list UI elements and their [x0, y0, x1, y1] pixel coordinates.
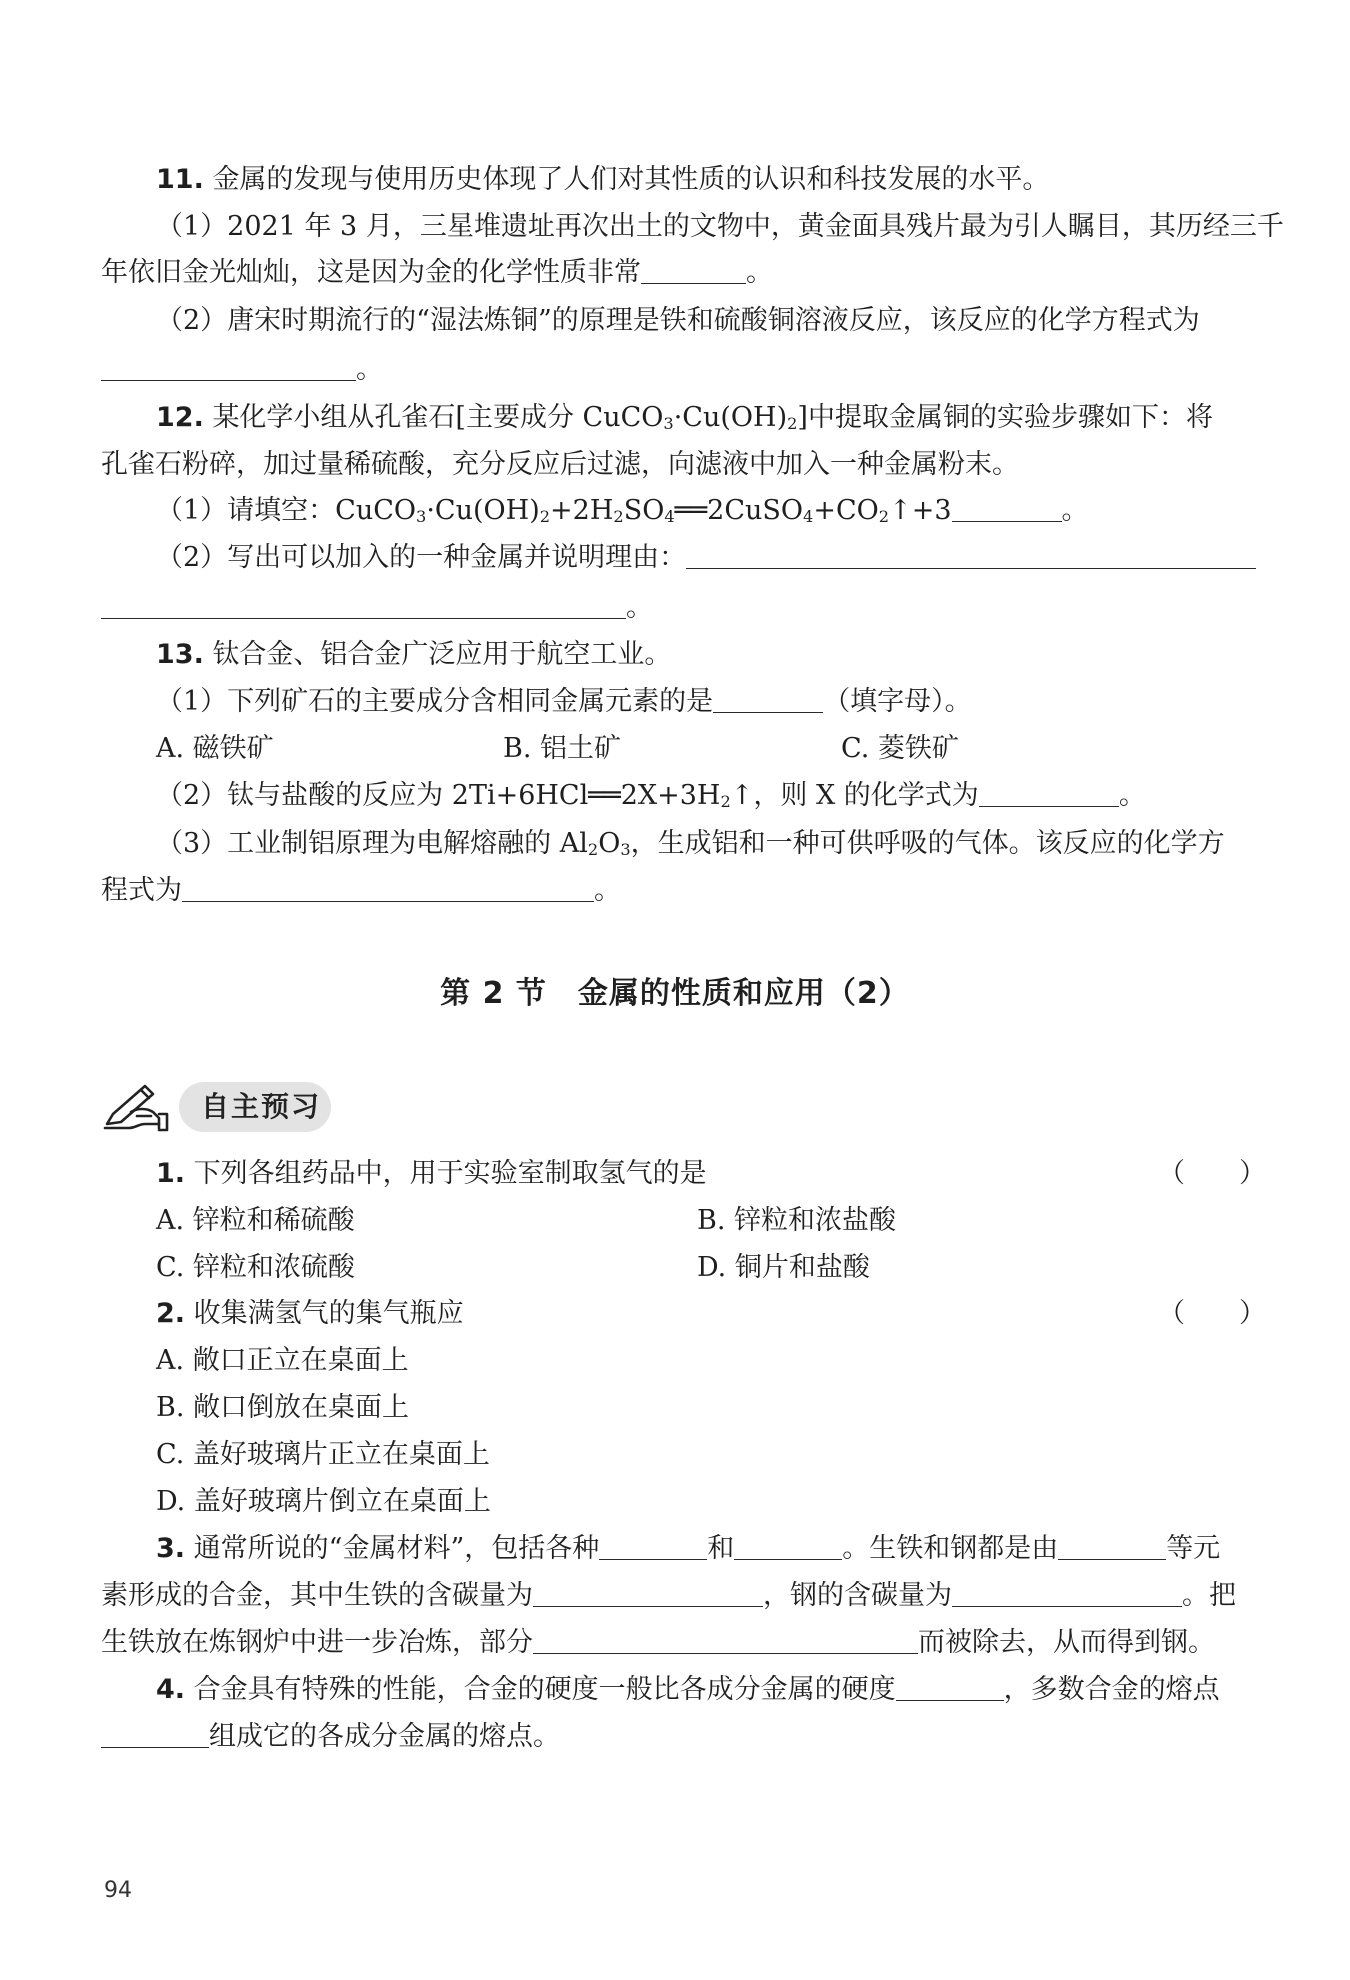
answer-blank[interactable]: [952, 1580, 1182, 1607]
answer-blank[interactable]: [952, 495, 1062, 522]
answer-blank[interactable]: [641, 257, 746, 284]
preview-q3-text-d: 等元: [1166, 1533, 1221, 1564]
preview-q2-stem: [156, 1296, 1241, 1332]
preview-q3-text-a: 通常所说的“金属材料”，包括各种: [193, 1533, 600, 1564]
q12-eq-b: ·Cu(OH): [426, 495, 540, 526]
answer-blank[interactable]: [1058, 1533, 1166, 1560]
answer-blank[interactable]: [101, 1721, 209, 1748]
q11-stem-text: 金属的发现与使用历史体现了人们对其性质的认识和科技发展的水平。: [212, 164, 1050, 195]
badge-label: 自主预习: [201, 1090, 322, 1123]
preview-q3-text-i: 而被除去，从而得到钢。: [918, 1627, 1215, 1658]
answer-bracket[interactable]: （ ）: [1158, 1298, 1266, 1329]
q13-stem: [156, 637, 1241, 673]
q12-part2: [156, 540, 1241, 576]
q12-part2-text: （2）写出可以加入的一种金属并说明理由：: [156, 542, 687, 573]
q12-eq-f: +CO: [813, 495, 879, 526]
preview-q3-text-e: 素形成的合金，其中生铁的含碳量为: [101, 1580, 533, 1611]
preview-q3-text-h: 生铁放在炼钢炉中进一步冶炼，部分: [101, 1627, 533, 1658]
answer-bracket[interactable]: （ ）: [1158, 1158, 1266, 1189]
period: 。: [594, 875, 621, 906]
q13-part1-text: （1）下列矿石的主要成分含相同金属元素的是: [156, 686, 714, 717]
preview-q3-text-b: 和: [707, 1533, 735, 1564]
q13-stem-text: 钛合金、铝合金广泛应用于航空工业。: [212, 639, 672, 670]
writing-hand-icon: [101, 1078, 171, 1136]
q13-option-a[interactable]: A. 磁铁矿: [156, 733, 274, 764]
preview-q4-line2: [101, 1719, 1241, 1755]
q13-part3-c: ，生成铝和一种可供呼吸的气体。该反应的化学方: [630, 828, 1225, 859]
preview-q2-stem-text: 收集满氢气的集气瓶应: [193, 1298, 464, 1329]
answer-blank[interactable]: [896, 1674, 1004, 1701]
q12-eq-a: （1）请填空：CuCO: [156, 495, 417, 526]
q12-stem-line1: 12. 某化学小组从孔雀石[主要成分 $CuCO_3\cdot Cu(OH)_2$]中提取金属铜的实验步骤如下：将: [156, 402, 1213, 433]
q12-number: 12.: [156, 402, 204, 433]
page-number: 94: [104, 1878, 132, 1903]
q12-eq-e: ══2CuSO: [674, 495, 804, 526]
q13-part3-line2: [101, 873, 1241, 909]
answer-blank[interactable]: [101, 354, 356, 381]
q12-eq-g: ↑+3: [889, 495, 952, 526]
q13-part3-a: （3）工业制铝原理为电解熔融的 Al: [156, 828, 588, 859]
q11-part2-line2: [101, 352, 1241, 388]
preview-q1-option-b[interactable]: B. 锌粒和浓盐酸: [697, 1205, 897, 1236]
q13-option-c[interactable]: C. 菱铁矿: [841, 733, 959, 764]
q11-number: 11.: [156, 164, 204, 195]
answer-blank[interactable]: [533, 1580, 763, 1607]
preview-q4-text-b: ，多数合金的熔点: [1003, 1674, 1220, 1705]
q13-part1: [156, 684, 1241, 720]
preview-q1-option-a[interactable]: A. 锌粒和稀硫酸: [156, 1205, 355, 1236]
preview-q4-number: 4.: [156, 1674, 186, 1705]
section-title: 第 2 节 金属的性质和应用（2）: [440, 976, 910, 1011]
q11-stem: [156, 162, 1241, 198]
preview-q3-text-c: 。生铁和钢都是由: [842, 1533, 1059, 1564]
period: 。: [626, 592, 653, 623]
preview-q2-number: 2.: [156, 1298, 186, 1329]
q13-part2-a: （2）钛与盐酸的反应为 2Ti+6HCl══2X+3H: [156, 780, 721, 811]
period: 。: [1061, 495, 1089, 526]
q11-part2-line1: （2）唐宋时期流行的“湿法炼铜”的原理是铁和硫酸铜溶液反应，该反应的化学方程式为: [156, 305, 1200, 336]
q11-part1-text: 年依旧金光灿灿，这是因为金的化学性质非常: [101, 257, 641, 288]
q13-part2: （2）钛与盐酸的反应为 $2Ti+6HCl══2X+3H_2↑$，则 X 的化学式为 。: [156, 780, 1146, 811]
preview-q2-option-d[interactable]: D. 盖好玻璃片倒立在桌面上: [156, 1486, 491, 1517]
preview-q3-number: 3.: [156, 1533, 186, 1564]
answer-blank[interactable]: [101, 592, 626, 619]
q13-part2-b: ↑，则 X 的化学式为: [730, 780, 979, 811]
preview-q2-option-c[interactable]: C. 盖好玻璃片正立在桌面上: [156, 1439, 490, 1470]
q12-stem-b: ·Cu(OH): [673, 402, 788, 433]
answer-blank[interactable]: [979, 780, 1119, 807]
preview-q1-option-c[interactable]: C. 锌粒和浓硫酸: [156, 1252, 355, 1283]
q12-stem-line2: 孔雀石粉碎，加过量稀硫酸，充分反应后过滤，向滤液中加入一种金属粉末。: [101, 449, 1019, 480]
q12-eq-c: +2H: [550, 495, 614, 526]
q11-part1-line1: （1）2021 年 3 月，三星堆遗址再次出土的文物中，黄金面具残片最为引人瞩目，其历经三千: [156, 211, 1284, 242]
preview-q3-text-g: 。把: [1182, 1580, 1236, 1611]
q13-part1-tail: （填字母）。: [823, 686, 972, 717]
answer-blank[interactable]: [599, 1533, 707, 1560]
preview-badge: [101, 1078, 333, 1136]
preview-q3-line3: [101, 1625, 1241, 1661]
answer-blank[interactable]: [713, 686, 823, 713]
q12-stem-c: ]中提取金属铜的实验步骤如下：将: [797, 402, 1213, 433]
q13-part3-line1: （3）工业制铝原理为电解熔融的 $Al_2O_3$，生成铝和一种可供呼吸的气体。该反应的化学方: [156, 828, 1225, 859]
preview-q3-line1: [156, 1531, 1241, 1567]
period: 。: [746, 257, 773, 288]
answer-blank[interactable]: [686, 542, 1256, 569]
preview-q3-text-f: ，钢的含碳量为: [763, 1580, 952, 1611]
answer-blank[interactable]: [734, 1533, 842, 1560]
q13-number: 13.: [156, 639, 204, 670]
preview-q3-line2: [101, 1578, 1241, 1614]
preview-q4-line1: [156, 1672, 1241, 1708]
q11-part1-line2: [101, 255, 1241, 291]
q12-part1: （1）请填空：$CuCO_3\cdot Cu(OH)_2+2H_2SO_4══2CuSO_4+CO_2↑+3$ 。: [156, 495, 1089, 526]
preview-q4-text-a: 合金具有特殊的性能，合金的硬度一般比各成分金属的硬度: [193, 1674, 896, 1705]
period: 。: [356, 354, 383, 385]
q12-part2-line2: [101, 590, 1241, 626]
q12-stem-a: 某化学小组从孔雀石[主要成分 CuCO: [212, 402, 664, 433]
answer-blank[interactable]: [182, 875, 594, 902]
preview-q1-stem: [156, 1156, 1241, 1192]
preview-q1-stem-text: 下列各组药品中，用于实验室制取氢气的是: [193, 1158, 707, 1189]
preview-q2-option-a[interactable]: A. 敞口正立在桌面上: [156, 1345, 409, 1376]
q12-eq-d: SO: [623, 495, 665, 526]
preview-q4-text-c: 组成它的各成分金属的熔点。: [209, 1721, 560, 1752]
q13-part3-text: 程式为: [101, 875, 182, 906]
preview-q2-option-b[interactable]: B. 敞口倒放在桌面上: [156, 1392, 410, 1423]
preview-q1-option-d[interactable]: D. 铜片和盐酸: [697, 1252, 870, 1283]
preview-q1-number: 1.: [156, 1158, 186, 1189]
q13-part3-b: O: [598, 828, 621, 859]
answer-blank[interactable]: [533, 1627, 918, 1654]
q13-option-b[interactable]: B. 铝土矿: [503, 733, 622, 764]
period: 。: [1118, 780, 1146, 811]
